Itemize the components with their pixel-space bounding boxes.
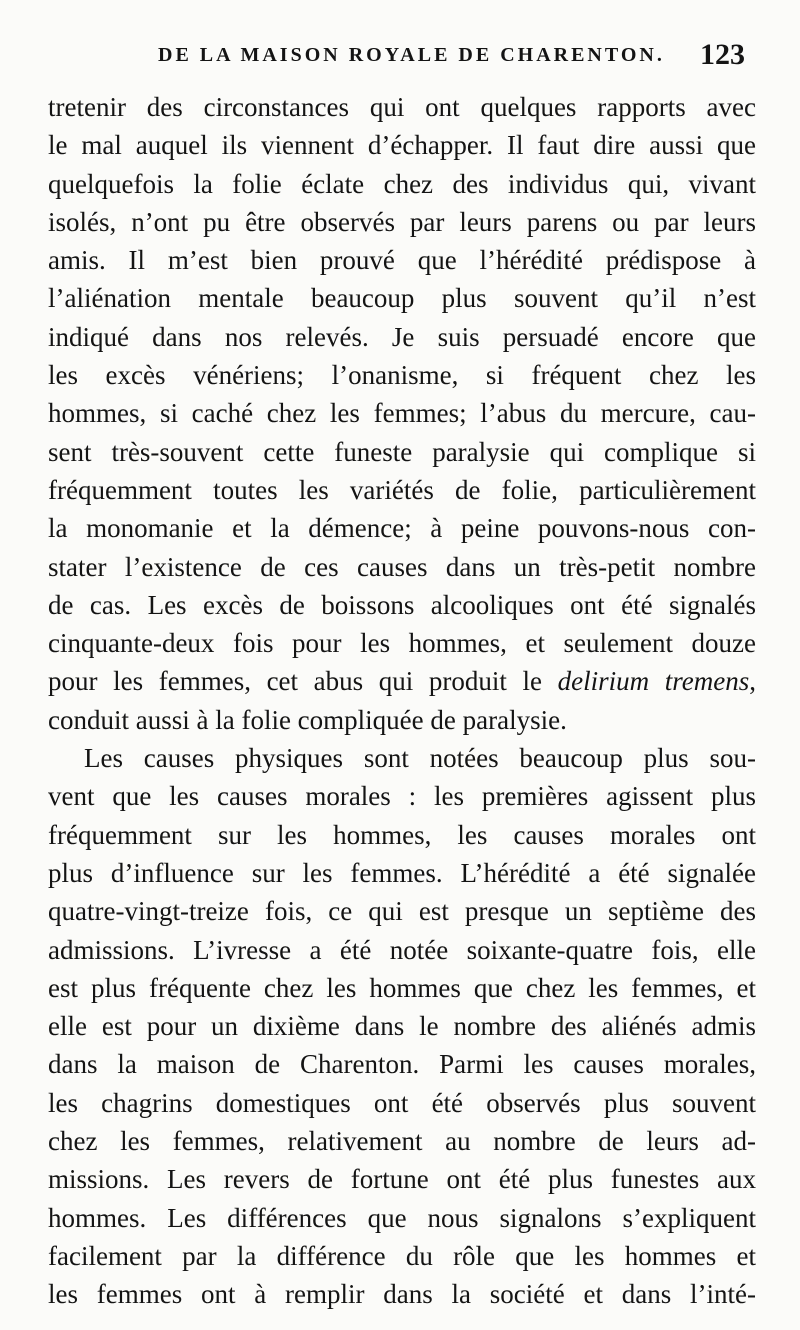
text-line: hommes, si caché chez les femmes; l’abus du mercure, cau- <box>48 398 756 429</box>
text-line: de cas. Les excès de boissons alcooliques ont été signalés <box>48 589 756 620</box>
text-line: missions. Les revers de fortune ont été plus funestes aux <box>48 1164 756 1195</box>
text-line: elle est pour un dixième dans le nombre des aliénés admis <box>48 1011 756 1042</box>
text-line: vent que les causes morales : les premières agissent plus <box>48 781 756 812</box>
text-line: l’aliénation mentale beaucoup plus souvent qu’il n’est <box>48 283 756 314</box>
text-line-with-italic <box>48 662 756 700</box>
text-line: la monomanie et la démence; à peine pouvons-nous con- <box>48 513 756 544</box>
text-line: isolés, n’ont pu être observés par leurs parens ou par leurs <box>48 206 756 237</box>
text-line: plus d’influence sur les femmes. L’hérédité a été signalée <box>48 857 756 888</box>
text-line: stater l’existence de ces causes dans un très-petit nombre <box>48 551 756 582</box>
text-line: les femmes ont à remplir dans la société et dans l’inté- <box>48 1279 756 1310</box>
text-line: Les causes physiques sont notées beaucoup plus sou- <box>84 743 756 774</box>
text-line: facilement par la différence du rôle que les hommes et <box>48 1240 756 1271</box>
text-line: sent très-souvent cette funeste paralysie qui complique si <box>48 436 756 467</box>
text-line: quatre-vingt-treize fois, ce qui est presque un septième des <box>48 896 756 927</box>
text-line: chez les femmes, relativement au nombre de leurs ad- <box>48 1126 756 1157</box>
text-line: conduit aussi à la folie compliquée de paralysie. <box>48 704 567 735</box>
text-line: quelquefois la folie éclate chez des individus qui, vivant <box>48 168 756 199</box>
text-line: les chagrins domestiques ont été observés plus souvent <box>48 1087 756 1118</box>
running-title: DE LA MAISON ROYALE DE CHARENTON. <box>158 44 665 66</box>
text-line: fréquemment toutes les variétés de folie, particulièrement <box>48 474 756 505</box>
text-line: cinquante-deux fois pour les hommes, et seulement douze <box>48 628 756 659</box>
body-text <box>48 88 756 1314</box>
text-line: indiqué dans nos relevés. Je suis persuadé encore que <box>48 321 756 352</box>
text-line: dans la maison de Charenton. Parmi les causes morales, <box>48 1049 756 1080</box>
text-line: hommes. Les différences que nous signalons s’expliquent <box>48 1202 756 1233</box>
line-text: pour les femmes, cet abus qui produit le <box>48 666 543 697</box>
page-header <box>0 38 800 78</box>
text-line: les excès vénériens; l’onanisme, si fréquent chez les <box>48 360 756 391</box>
text-line: admissions. L’ivresse a été notée soixante-quatre fois, elle <box>48 934 756 965</box>
italic-term: delirium tremens <box>557 666 750 697</box>
text-line: tretenir des circonstances qui ont quelques rapports avec <box>48 92 756 122</box>
text-line: est plus fréquente chez les hommes que chez les femmes, et <box>48 972 756 1003</box>
text-line: amis. Il m’est bien prouvé que l’hérédité prédispose à <box>48 245 756 276</box>
text-line: le mal auquel ils viennent d’échapper. Il faut dire aussi que <box>48 130 756 161</box>
page-number: 123 <box>700 38 745 71</box>
text-line: fréquemment sur les hommes, les causes morales ont <box>48 819 756 850</box>
punctuation: , <box>749 666 756 697</box>
